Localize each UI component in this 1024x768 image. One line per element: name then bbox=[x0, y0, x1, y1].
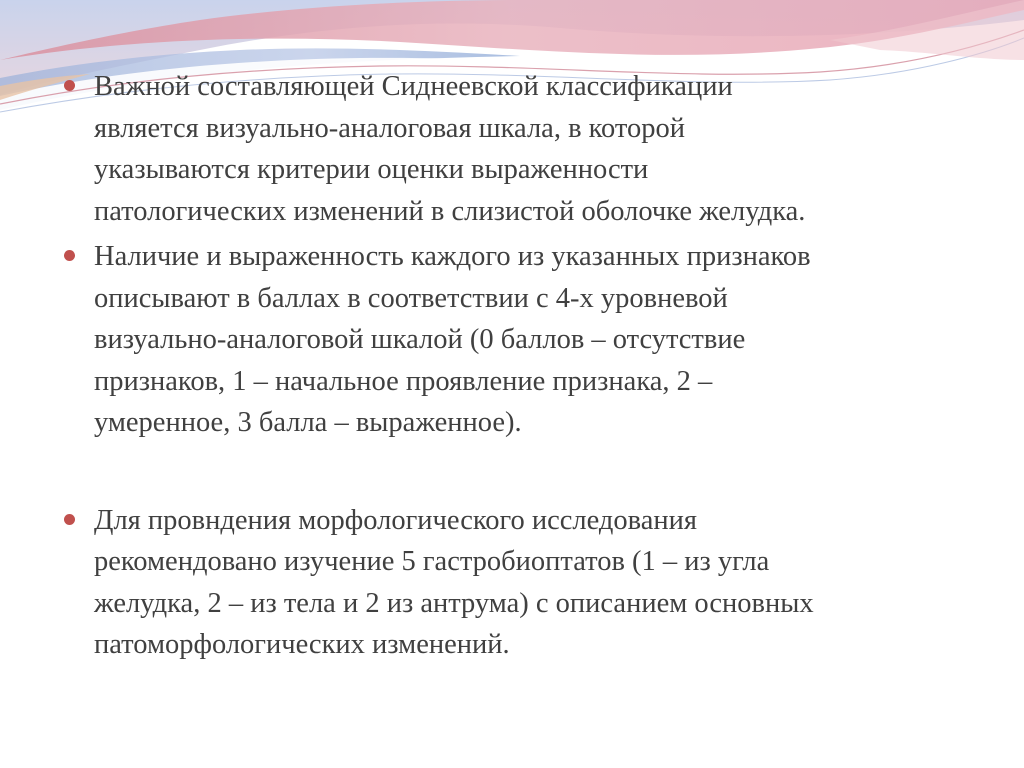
bullet-item-1 bbox=[64, 66, 984, 232]
bullet-3-line-1: Для провндения морфологического исследования bbox=[94, 504, 698, 536]
bullet-1-line-4: патологических изменений в слизистой оболочке желудка. bbox=[94, 195, 806, 227]
bullet-1-line-1: Важной составляющей Сиднеевской классификации bbox=[94, 71, 733, 102]
bullet-dot-icon bbox=[64, 250, 75, 261]
bullet-dot-icon bbox=[64, 80, 75, 91]
bullet-2-line-3: визуально-аналоговой шкалой (0 баллов – отсутствие bbox=[94, 324, 746, 355]
bullet-2-line-5: умеренное, 3 балла – выраженное). bbox=[94, 407, 522, 438]
bullet-item-2 bbox=[64, 236, 984, 444]
slide-body bbox=[64, 66, 984, 666]
bullet-2-line-2: описывают в баллах в соответствии с 4-х уровневой bbox=[94, 282, 728, 314]
bullet-3-line-3: желудка, 2 – из тела и 2 из антрума) с описанием основных bbox=[94, 587, 814, 619]
bullet-dot-icon bbox=[64, 514, 75, 525]
bullet-1-line-3: указываются критерии оценки выраженности bbox=[94, 154, 649, 185]
bullet-3-line-4: патоморфологических изменений. bbox=[94, 629, 510, 660]
bullet-2-line-1: Наличие и выраженность каждого из указанных признаков bbox=[94, 241, 811, 272]
bullet-3-line-2: рекомендовано изучение 5 гастробиоптатов (1 – из угла bbox=[94, 546, 770, 577]
bullet-2-line-4: признаков, 1 – начальное проявление признака, 2 – bbox=[94, 365, 713, 397]
bullet-1-line-2: является визуально-аналоговая шкала, в которой bbox=[94, 112, 685, 144]
bullet-item-3 bbox=[64, 500, 984, 666]
